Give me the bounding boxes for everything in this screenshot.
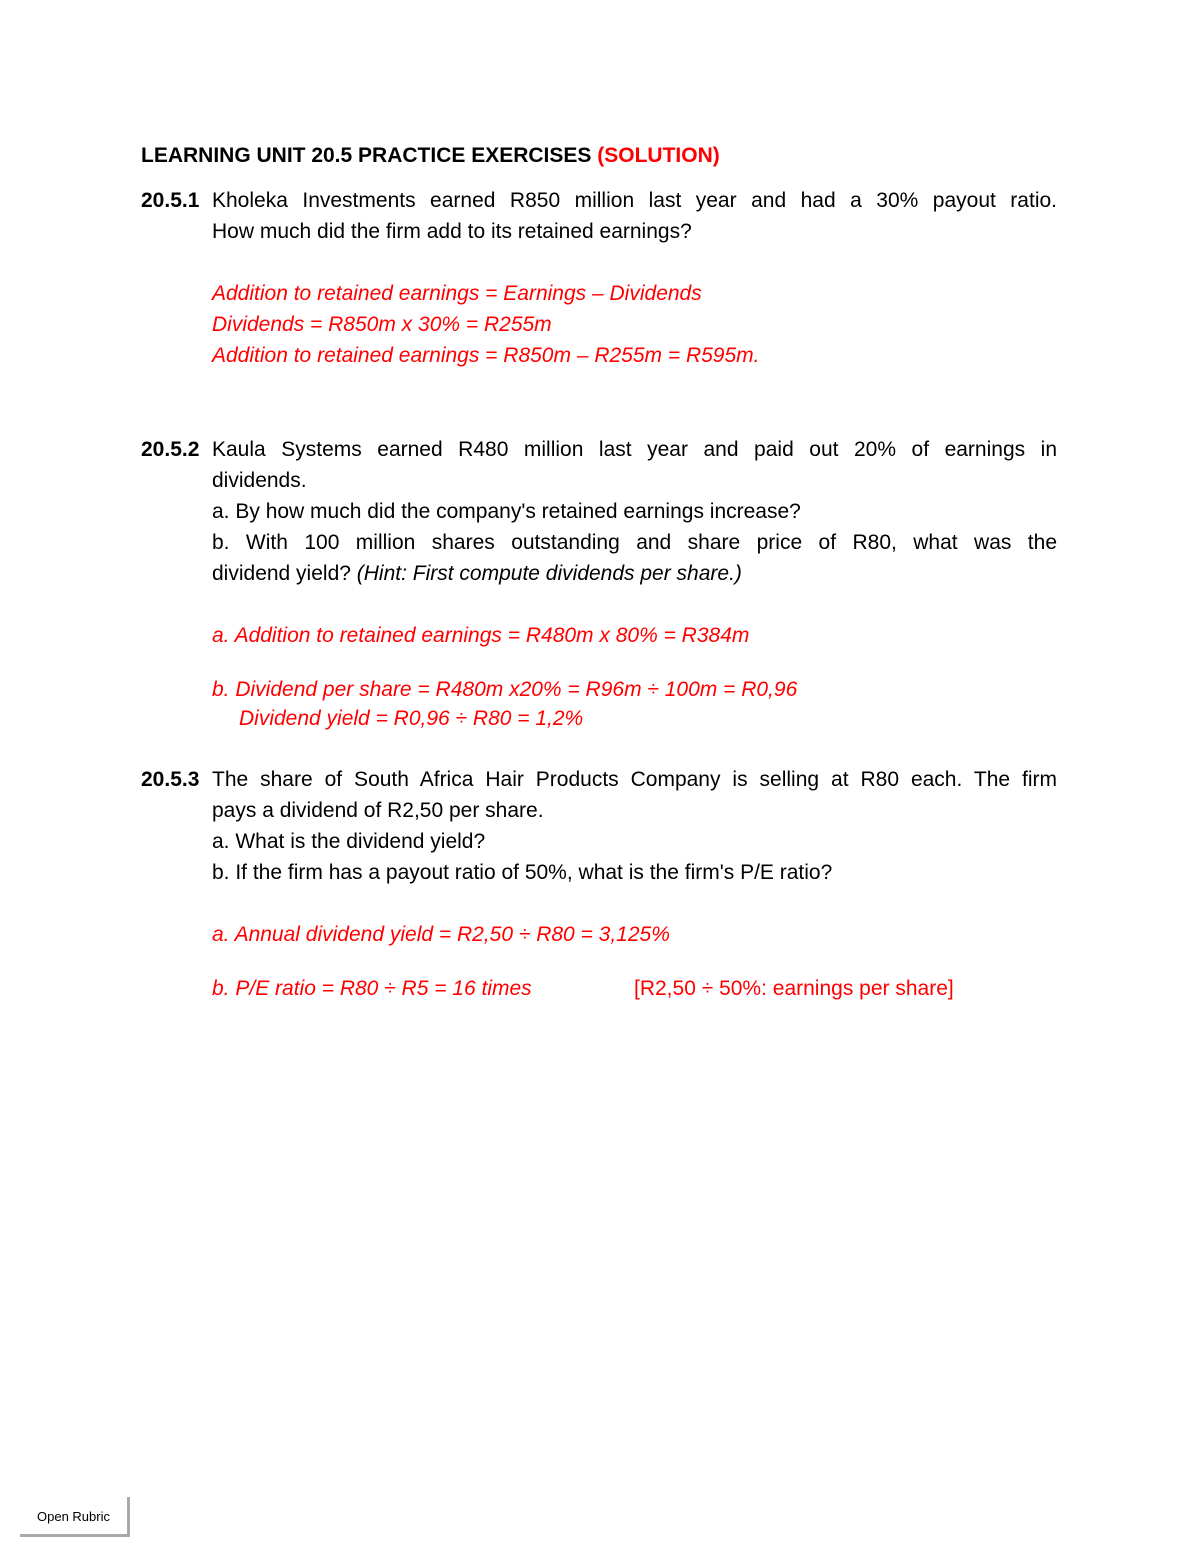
exercise-2-solution-b-line-1: b. Dividend per share = R480m x20% = R96m ÷ 100m = R0,96	[212, 678, 798, 701]
open-rubric-button[interactable]: Open Rubric	[20, 1497, 130, 1537]
exercise-2-solution-a: a. Addition to retained earnings = R480m x 80% = R384m	[212, 624, 750, 647]
exercise-1-question-line-1: Kholeka Investments earned R850 million last year and had a 30% payout ratio.	[212, 189, 1057, 212]
exercise-3-question-line-1: The share of South Africa Hair Products Company is selling at R80 each. The firm	[212, 768, 1057, 791]
exercise-1-solution-line-3: Addition to retained earnings = R850m – R255m = R595m.	[212, 344, 760, 367]
exercise-number-2: 20.5.2	[141, 438, 200, 461]
page-title	[141, 142, 720, 170]
exercise-2-question-text: dividend yield?	[212, 562, 357, 585]
exercise-1-solution-line-2: Dividends = R850m x 30% = R255m	[212, 313, 552, 336]
exercise-3-question-line-3: a. What is the dividend yield?	[212, 830, 486, 853]
exercise-3-solution-a: a. Annual dividend yield = R2,50 ÷ R80 = 3,125%	[212, 923, 670, 946]
exercise-3-question-line-4: b. If the firm has a payout ratio of 50%, what is the firm's P/E ratio?	[212, 861, 833, 884]
exercise-2-question-line-5	[212, 560, 742, 588]
exercise-2-question-line-2: dividends.	[212, 469, 307, 492]
exercise-2-question-line-3: a. By how much did the company's retained earnings increase?	[212, 500, 801, 523]
exercise-3-question-line-2: pays a dividend of R2,50 per share.	[212, 799, 544, 822]
exercise-number-1: 20.5.1	[141, 189, 200, 212]
title-solution: (SOLUTION)	[597, 144, 720, 167]
exercise-2-solution-b-line-2: Dividend yield = R0,96 ÷ R80 = 1,2%	[239, 707, 584, 730]
title-main: LEARNING UNIT 20.5 PRACTICE EXERCISES	[141, 144, 598, 167]
exercise-3-solution-b: b. P/E ratio = R80 ÷ R5 = 16 times	[212, 977, 532, 1000]
exercise-1-question-line-2: How much did the firm add to its retained earnings?	[212, 220, 692, 243]
exercise-1-solution-line-1: Addition to retained earnings = Earnings – Dividends	[212, 282, 702, 305]
exercise-2-question-line-4: b. With 100 million shares outstanding and share price of R80, what was the	[212, 531, 1057, 554]
exercise-2-hint: (Hint: First compute dividends per share.)	[356, 562, 742, 585]
exercise-number-3: 20.5.3	[141, 768, 200, 791]
exercise-3-solution-note: [R2,50 ÷ 50%: earnings per share]	[634, 977, 954, 1000]
exercise-2-question-line-1: Kaula Systems earned R480 million last year and paid out 20% of earnings in	[212, 438, 1057, 461]
